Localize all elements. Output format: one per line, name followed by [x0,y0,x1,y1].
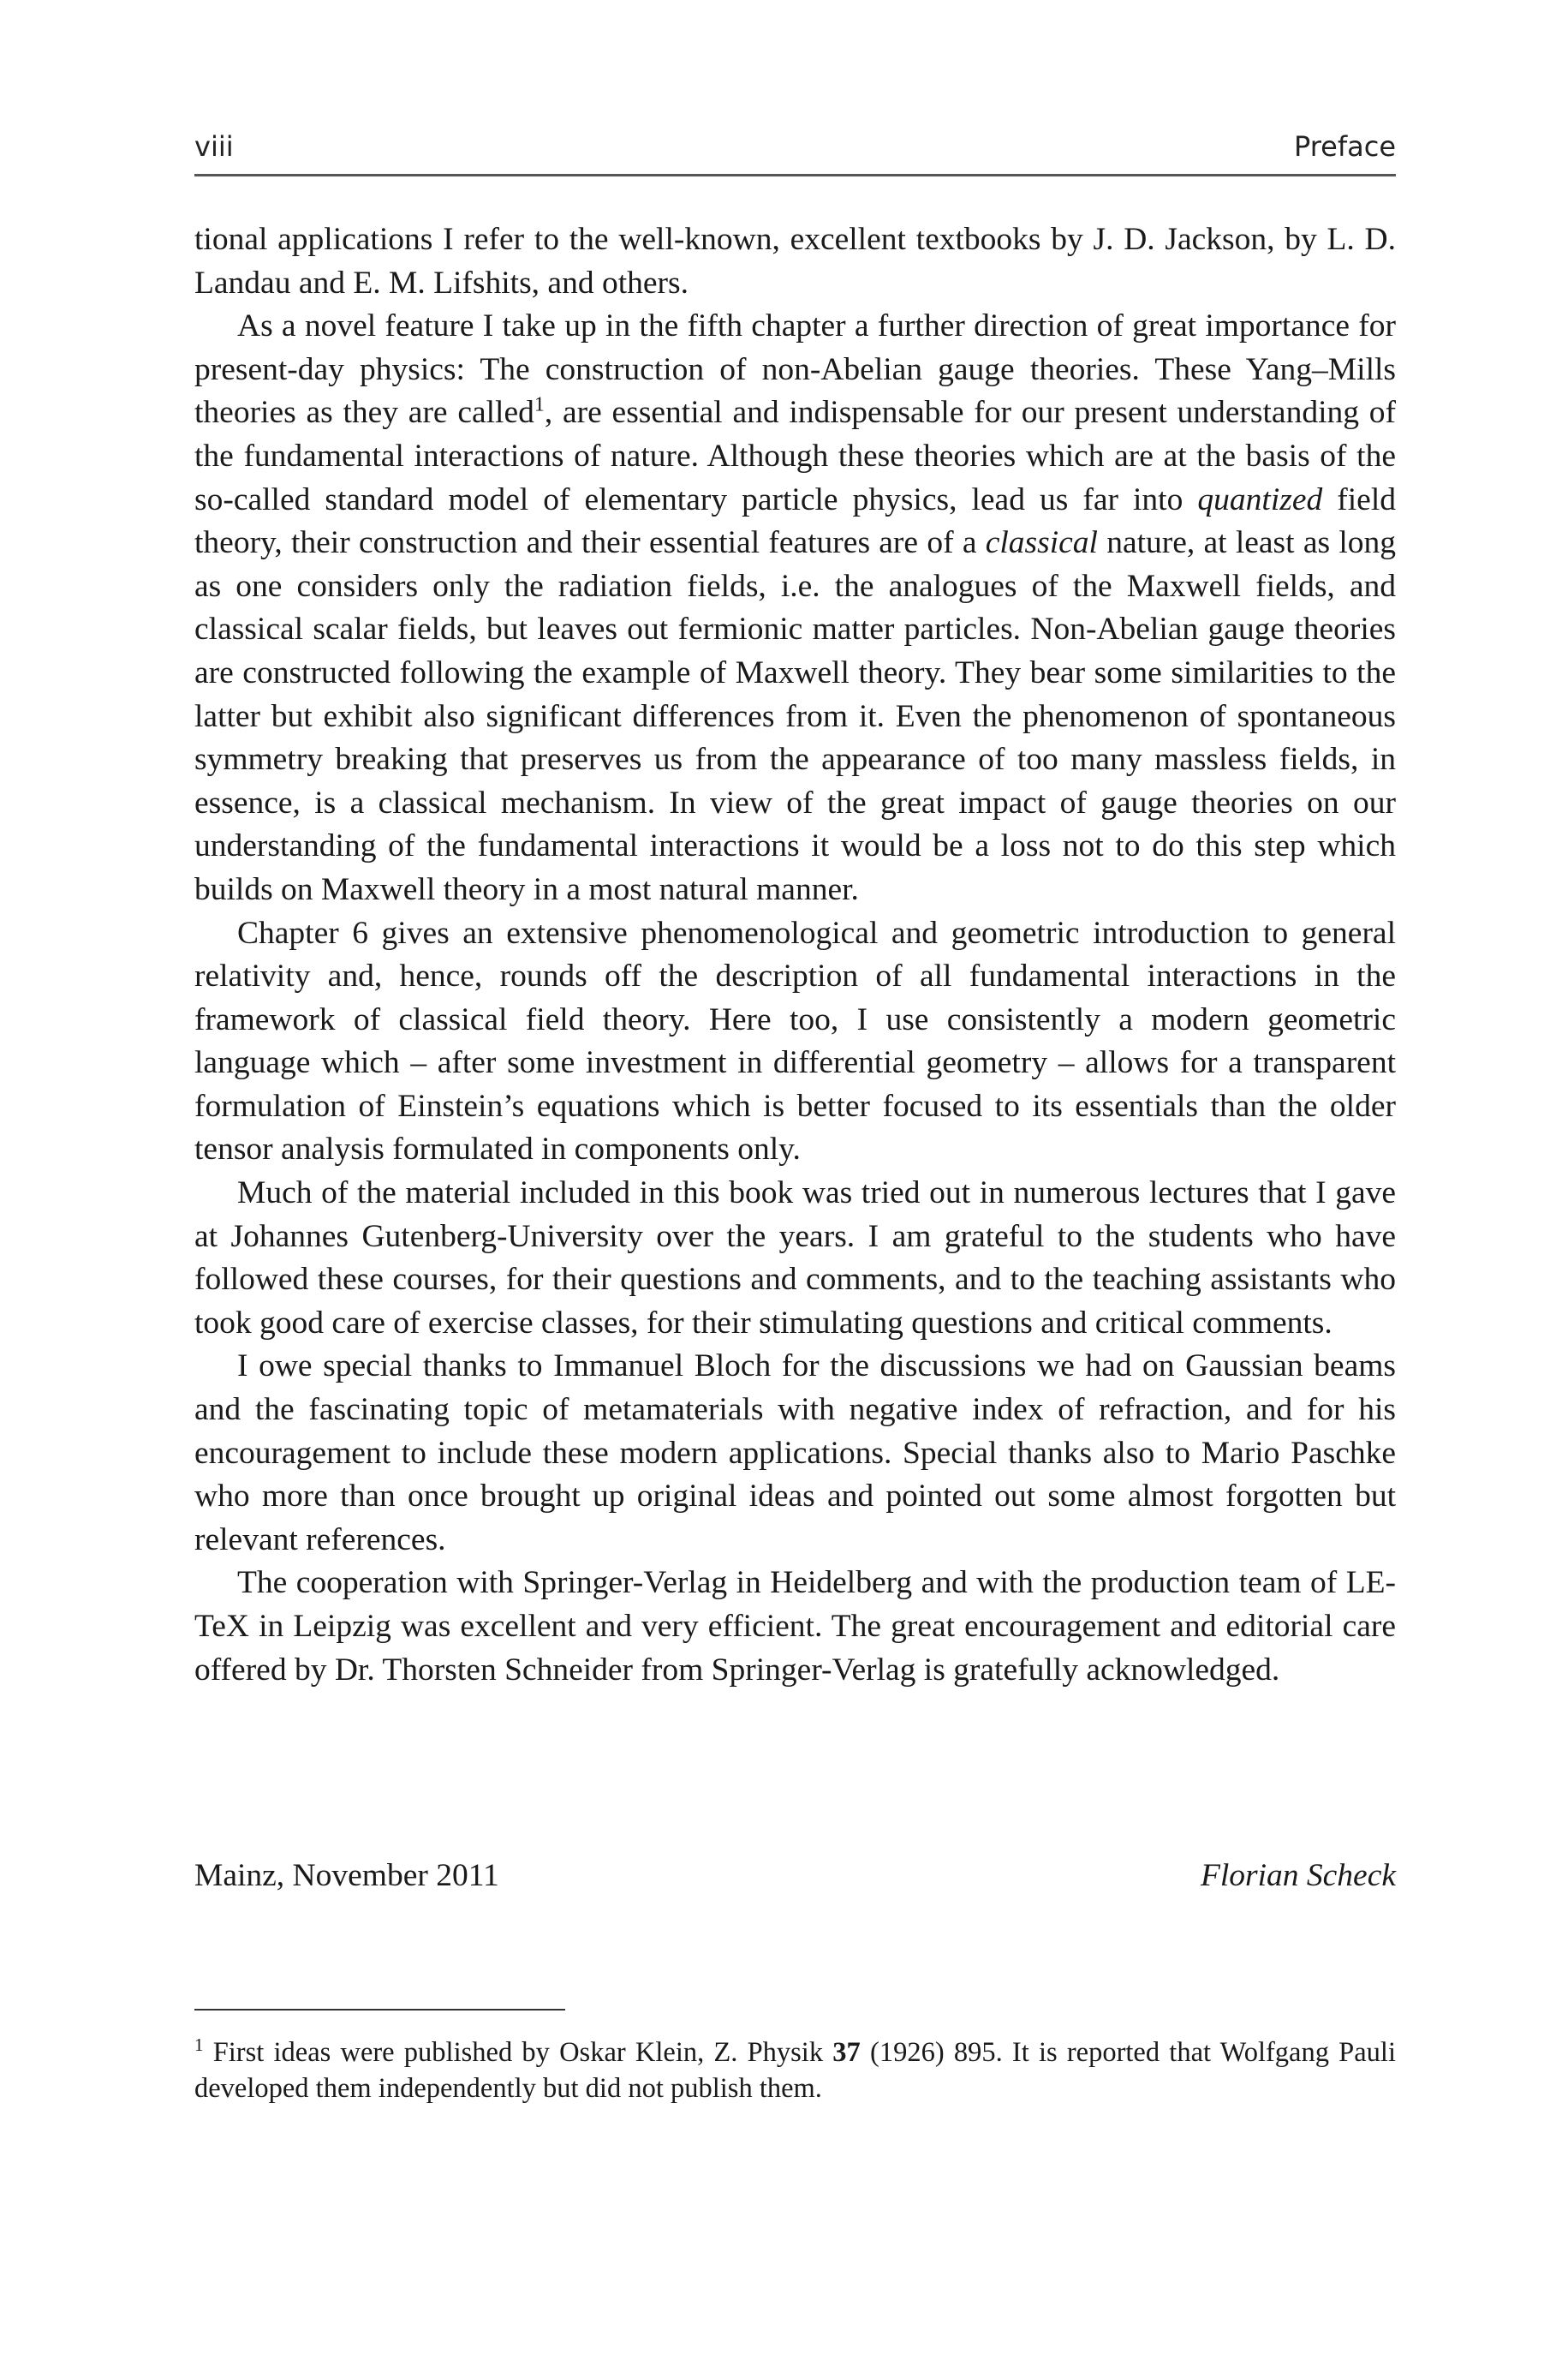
footnote-volume: 37 [832,2037,861,2068]
paragraph-gauge-theories [194,305,1396,911]
paragraph-general-relativity: Chapter 6 gives an extensive phenomenological and geometric introduction to general relativity and, hence, rounds off the description of all fundamental interactions in the framework of classical field theory. Here too, I use consistently a modern geometric language which – after some investment in differential geometry – allows for a transparent formulation of Einstein’s equations which is better focused to its essentials than the older tensor analysis formulated in components only. [194,915,1396,1168]
author-name: Florian Scheck [1200,1858,1396,1893]
book-page [194,0,1396,2378]
place-date: Mainz, November 2011 [194,1858,499,1893]
running-head [194,130,1396,164]
paragraph-lectures: Much of the material included in this book was tried out in numerous lectures that I gave at Johannes Gutenberg-University over the years. I am grateful to the students who have followed these courses, for their questions and comments, and to the teaching assistants who took good care of exercise classes, for their stimulating questions and critical comments. [194,1175,1396,1341]
footnote-text: (1926) 895. It is reported that Wolfgang Pauli developed them independently but did not publish them. [194,2037,1396,2104]
paragraph-thanks: I owe special thanks to Immanuel Bloch for the discussions we had on Gaussian beams and the fascinating topic of metamaterials with negative index of refraction, and for his encouragement to include these modern applications. Special thanks also to Mario Paschke who more than once brought up original ideas and pointed out some almost forgotten but relevant references. [194,1348,1396,1557]
paragraph-text: As a novel feature I take up in the fifth chapter a further direction of great importance for present-day physics: The construction of non-Abelian gauge theories. These Yang–Mills theories as they are called [194,308,1396,431]
footnote-text: First ideas were published by Oskar Klein, Z. Physik [203,2037,833,2068]
paragraph-text: , are essential and indispensable for our present understanding of the fundamental interactions of nature. Although these theories which are at the basis of the so-called standard model of elementary particle physics, lead us far into [194,395,1396,517]
emphasis-quantized: quantized [1197,481,1323,517]
emphasis-classical: classical [985,525,1098,561]
paragraph-publisher: The cooperation with Springer-Verlag in Heidelberg and with the production team of LE-TeX in Leipzig was excellent and very efficient. The great encouragement and editorial care offered by Dr. Thorsten Schneider from Springer-Verlag is gratefully acknowledged. [194,1565,1396,1688]
preface-body [194,218,1396,1692]
footnote-mark: 1 [194,2034,204,2056]
footnote-reference[interactable]: 1 [534,393,545,416]
section-title: Preface [1293,130,1396,163]
paragraph-continued: tional applications I refer to the well-known, excellent textbooks by J. D. Jackson, by L. D. Landau and E. M. Lifshits, and others. [194,222,1396,301]
page-number: viii [194,130,234,163]
footnote [194,2034,1396,2106]
paragraph-text: field theory, their construction and their essential features are of a [194,481,1396,561]
footnote-rule [194,2009,565,2011]
header-rule [194,174,1396,176]
paragraph-text: nature, at least as long as one considers only the radiation fields, i.e. the analogues of the Maxwell fields, and classical scalar fields, but leaves out fermionic matter particles. Non-Abelian gauge theories are constructed following the example of Maxwell theory. They bear some similarities to the latter but exhibit also significant differences from it. Even the phenomenon of spontaneous symmetry breaking that preserves us from the appearance of too many massless fields, in essence, is a classical mechanism. In view of the great impact of gauge theories on our understanding of the fundamental interactions it would be a loss not to do this step which builds on Maxwell theory in a most natural manner. [194,525,1396,907]
